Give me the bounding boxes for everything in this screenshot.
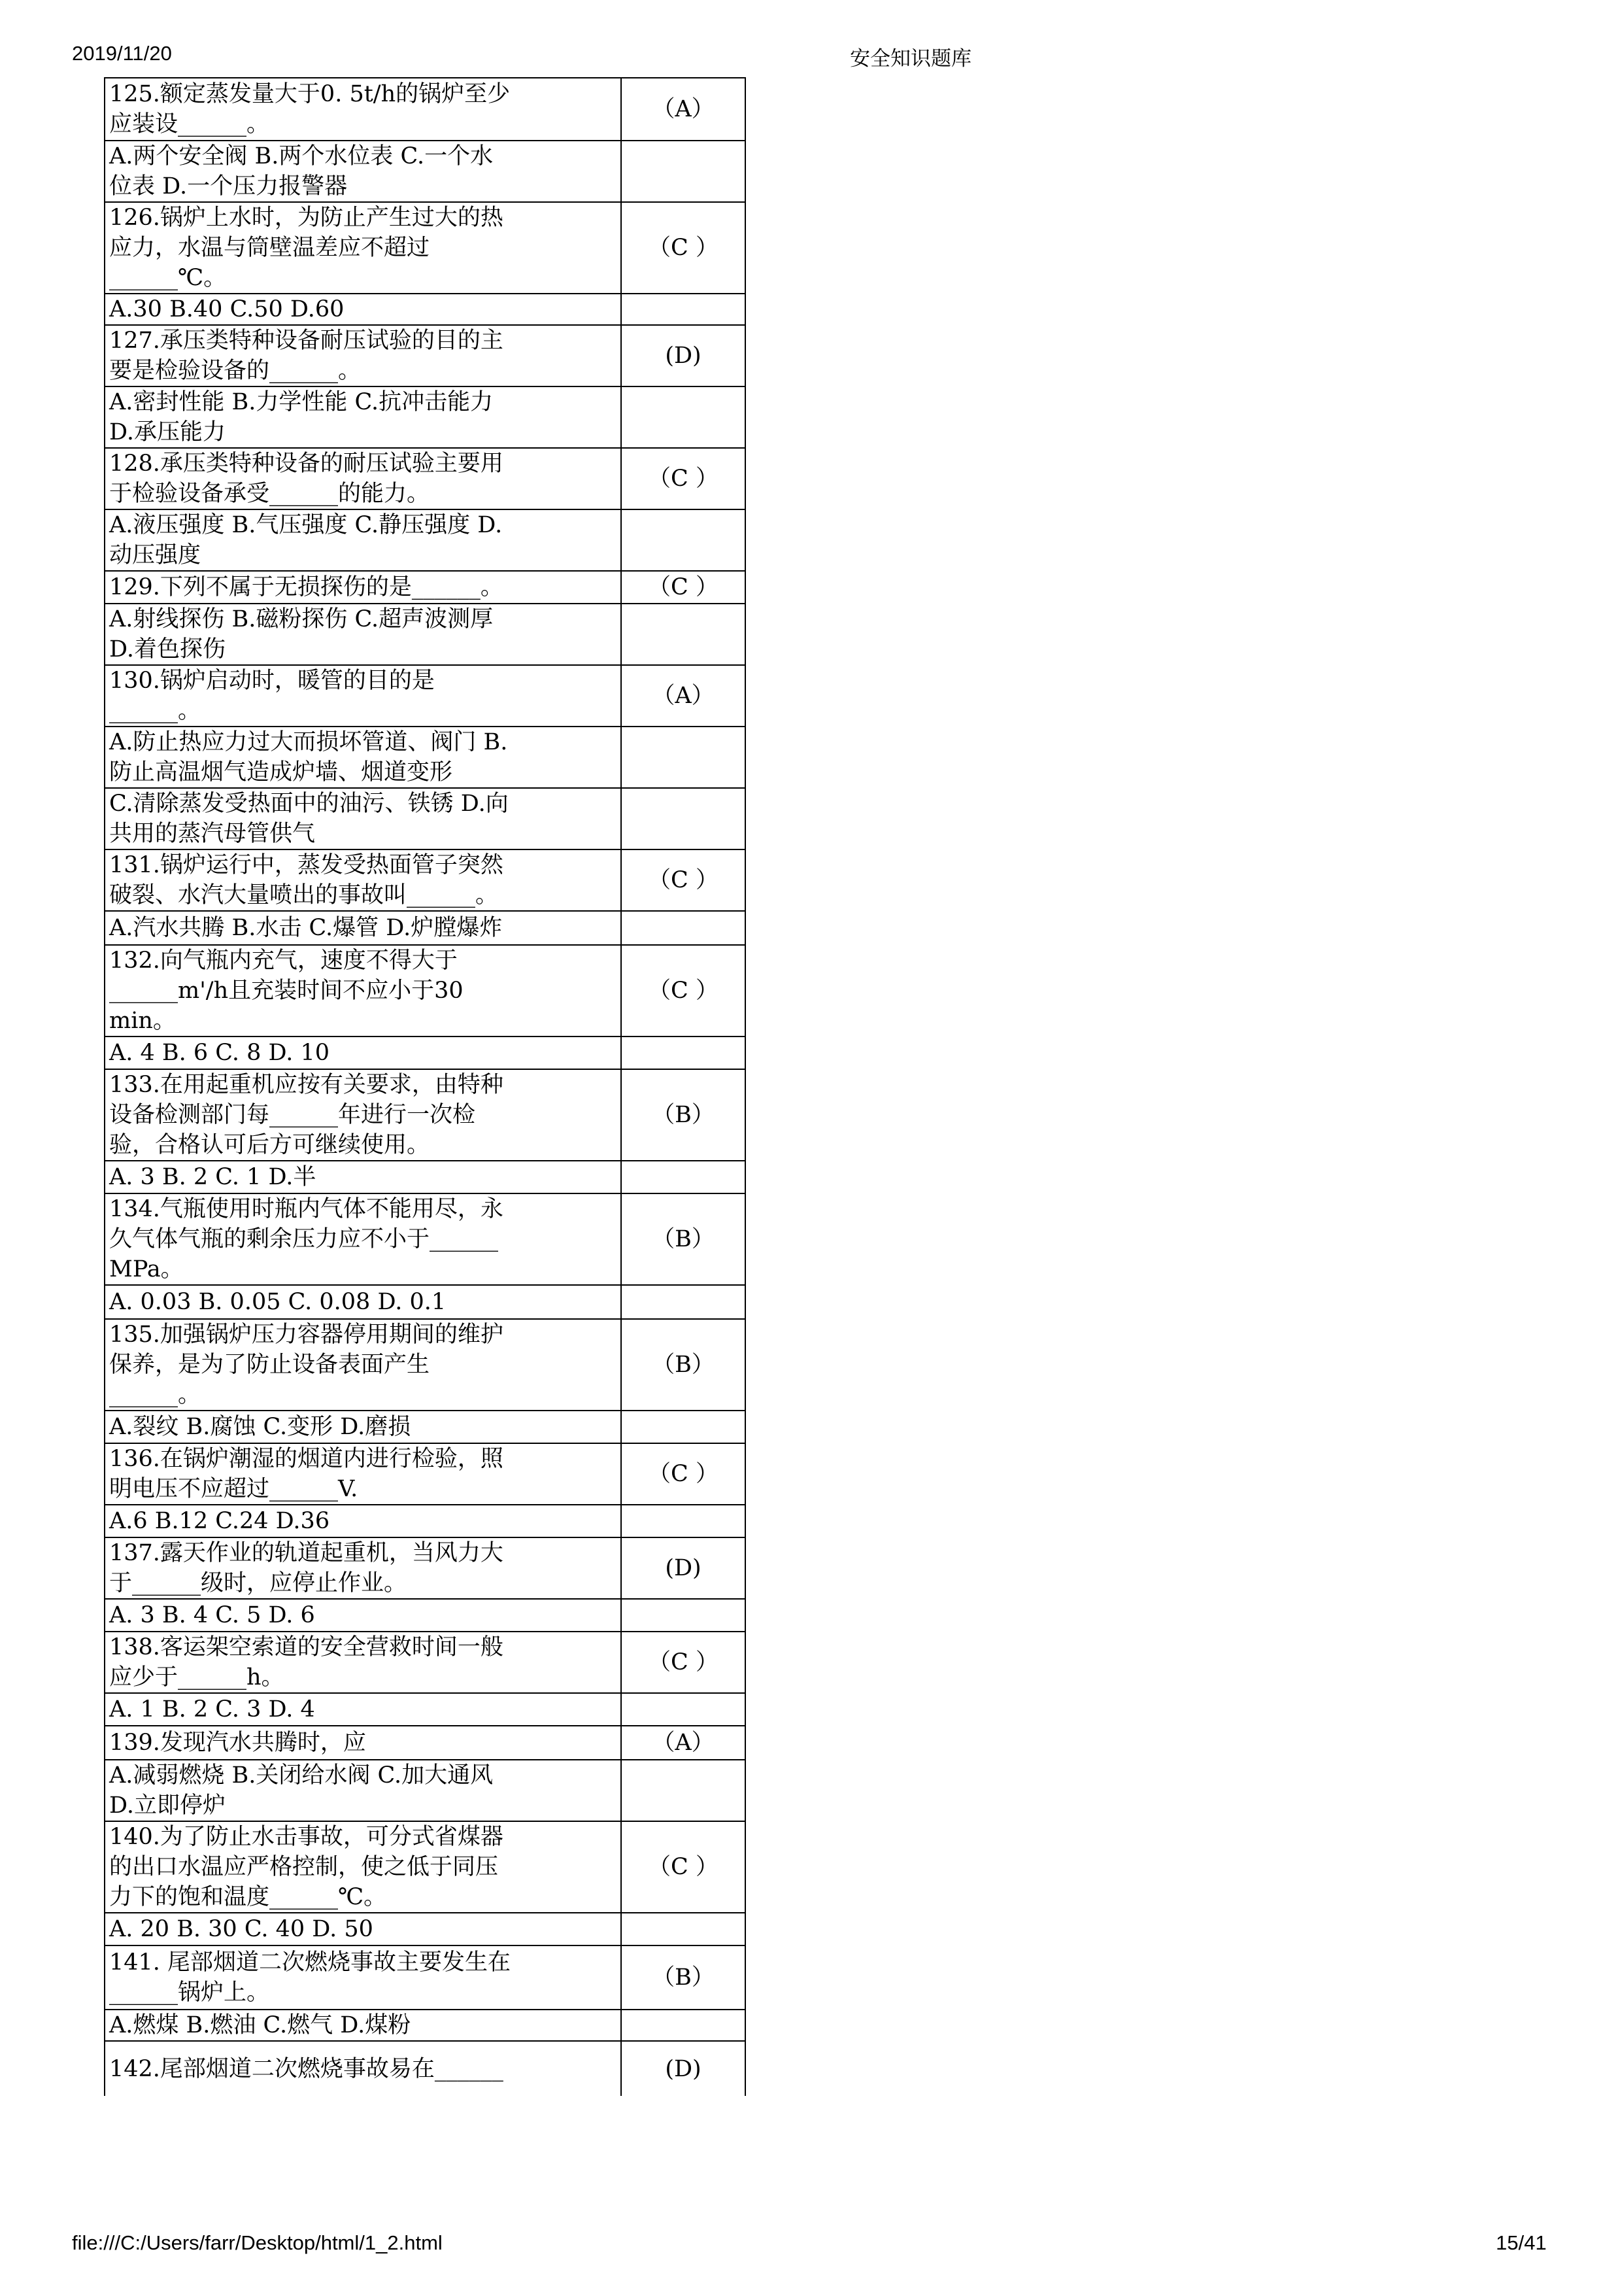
page-title: 安全知识题库: [850, 47, 972, 70]
question-row: [105, 1821, 745, 1913]
options-text: A. 20 B. 30 C. 40 D. 50: [105, 1913, 621, 1945]
answer-cell: [621, 1505, 745, 1537]
options-text: A. 0.03 B. 0.05 C. 0.08 D. 0.1: [105, 1285, 621, 1319]
answer-cell: (D): [621, 325, 745, 386]
question-text: 138.客运架空索道的安全营救时间一般 应少于______h。: [105, 1632, 621, 1693]
answer-cell: [621, 1599, 745, 1632]
question-row: [105, 665, 745, 727]
options-text: A.30 B.40 C.50 D.60: [105, 294, 621, 325]
question-text: 142.尾部烟道二次燃烧事故易在______: [105, 2041, 621, 2096]
answer-cell: （C ）: [621, 1632, 745, 1693]
answer-cell: [621, 911, 745, 945]
question-text: 140.为了防止水击事故，可分式省煤器 的出口水温应严格控制，使之低于同压 力下的饱和温度______℃。: [105, 1821, 621, 1913]
answer-cell: [621, 1693, 745, 1726]
question-text: 128.承压类特种设备的耐压试验主要用 于检验设备承受______的能力。: [105, 448, 621, 509]
question-row: [105, 1443, 745, 1505]
question-row: [105, 571, 745, 604]
question-row: [105, 1632, 745, 1693]
answer-cell: （B）: [621, 1945, 745, 2010]
answer-cell: （C ）: [621, 849, 745, 911]
question-row: [105, 1945, 745, 2010]
options-text: A.6 B.12 C.24 D.36: [105, 1505, 621, 1537]
question-text: 132.向气瓶内充气，速度不得大于 ______m'/h且充装时间不应小于30 min。: [105, 945, 621, 1037]
answer-cell: [621, 1037, 745, 1069]
answer-cell: [621, 788, 745, 849]
answer-cell: （A）: [621, 78, 745, 141]
question-text: 139.发现汽水共腾时，应: [105, 1726, 621, 1760]
answer-cell: （C ）: [621, 1443, 745, 1505]
question-row: [105, 1537, 745, 1599]
answer-cell: [621, 604, 745, 665]
question-row: [105, 448, 745, 509]
question-text: 126.锅炉上水时，为防止产生过大的热 应力，水温与筒壁温差应不超过 ______℃。: [105, 202, 621, 294]
answer-cell: （B）: [621, 1193, 745, 1285]
question-text: 134.气瓶使用时瓶内气体不能用尽，永 久气体气瓶的剩余压力应不小于______ MPa。: [105, 1193, 621, 1285]
options-text: A. 1 B. 2 C. 3 D. 4: [105, 1693, 621, 1726]
question-row: [105, 1726, 745, 1760]
question-row: [105, 1193, 745, 1285]
question-row: [105, 1319, 745, 1411]
options-text: A. 4 B. 6 C. 8 D. 10: [105, 1037, 621, 1069]
options-row: [105, 1037, 745, 1069]
question-table: [104, 77, 746, 2096]
options-row: [105, 2010, 745, 2041]
answer-cell: （C ）: [621, 571, 745, 604]
question-row: [105, 945, 745, 1037]
answer-cell: [621, 2010, 745, 2041]
options-text: A.两个安全阀 B.两个水位表 C.一个水 位表 D.一个压力报警器: [105, 141, 621, 202]
question-row: [105, 202, 745, 294]
answer-cell: [621, 294, 745, 325]
options-row: [105, 1285, 745, 1319]
answer-cell: [621, 386, 745, 448]
options-row: [105, 386, 745, 448]
options-text: A.减弱燃烧 B.关闭给水阀 C.加大通风 D.立即停炉: [105, 1760, 621, 1821]
answer-cell: [621, 727, 745, 788]
options-text: C.清除蒸发受热面中的油污、铁锈 D.向 共用的蒸汽母管供气: [105, 788, 621, 849]
answer-cell: （A）: [621, 1726, 745, 1760]
question-row: [105, 325, 745, 386]
answer-cell: [621, 1411, 745, 1443]
answer-cell: （C ）: [621, 448, 745, 509]
options-row: [105, 1411, 745, 1443]
question-text: 135.加强锅炉压力容器停用期间的维护 保养，是为了防止设备表面产生 ______。: [105, 1319, 621, 1411]
answer-cell: (D): [621, 1537, 745, 1599]
question-text: 129.下列不属于无损探伤的是______。: [105, 571, 621, 604]
options-text: A.射线探伤 B.磁粉探伤 C.超声波测厚 D.着色探伤: [105, 604, 621, 665]
options-row: [105, 1161, 745, 1193]
answer-cell: （B）: [621, 1069, 745, 1161]
answer-cell: [621, 1285, 745, 1319]
options-text: A.密封性能 B.力学性能 C.抗冲击能力 D.承压能力: [105, 386, 621, 448]
question-row: [105, 78, 745, 141]
answer-cell: （C ）: [621, 202, 745, 294]
options-row: [105, 911, 745, 945]
options-row: [105, 1760, 745, 1821]
question-row: [105, 1069, 745, 1161]
question-text: 130.锅炉启动时，暖管的目的是 ______。: [105, 665, 621, 727]
options-text: A. 3 B. 2 C. 1 D.半: [105, 1161, 621, 1193]
print-date: 2019/11/20: [72, 42, 172, 65]
question-text: 137.露天作业的轨道起重机，当风力大 于______级时，应停止作业。: [105, 1537, 621, 1599]
question-text: 131.锅炉运行中，蒸发受热面管子突然 破裂、水汽大量喷出的事故叫______。: [105, 849, 621, 911]
answer-cell: [621, 141, 745, 202]
options-row: [105, 1599, 745, 1632]
options-row: [105, 788, 745, 849]
options-row: [105, 294, 745, 325]
answer-cell: [621, 509, 745, 571]
file-path: file:///C:/Users/farr/Desktop/html/1_2.html: [72, 2231, 443, 2254]
answer-cell: （C ）: [621, 945, 745, 1037]
options-text: A.燃煤 B.燃油 C.燃气 D.煤粉: [105, 2010, 621, 2041]
question-row: [105, 849, 745, 911]
answer-cell: （A）: [621, 665, 745, 727]
options-row: [105, 1505, 745, 1537]
question-row: [105, 2041, 745, 2096]
options-text: A.液压强度 B.气压强度 C.静压强度 D. 动压强度: [105, 509, 621, 571]
options-row: [105, 509, 745, 571]
answer-cell: [621, 1760, 745, 1821]
answer-cell: [621, 1161, 745, 1193]
answer-cell: （B）: [621, 1319, 745, 1411]
question-text: 127.承压类特种设备耐压试验的目的主 要是检验设备的______。: [105, 325, 621, 386]
question-text: 125.额定蒸发量大于0. 5t/h的锅炉至少 应装设______。: [105, 78, 621, 141]
options-row: [105, 727, 745, 788]
answer-cell: （C ）: [621, 1821, 745, 1913]
question-text: 136.在锅炉潮湿的烟道内进行检验，照 明电压不应超过______V.: [105, 1443, 621, 1505]
page-number: 15/41: [1496, 2231, 1547, 2254]
options-text: A. 3 B. 4 C. 5 D. 6: [105, 1599, 621, 1632]
options-text: A.裂纹 B.腐蚀 C.变形 D.磨损: [105, 1411, 621, 1443]
options-row: [105, 141, 745, 202]
answer-cell: (D): [621, 2041, 745, 2096]
question-text: 133.在用起重机应按有关要求，由特种 设备检测部门每______年进行一次检 验，合格认可后方可继续使用。: [105, 1069, 621, 1161]
options-row: [105, 1913, 745, 1945]
options-row: [105, 1693, 745, 1726]
options-text: A.防止热应力过大而损坏管道、阀门 B. 防止高温烟气造成炉墙、烟道变形: [105, 727, 621, 788]
options-text: A.汽水共腾 B.水击 C.爆管 D.炉膛爆炸: [105, 911, 621, 945]
answer-cell: [621, 1913, 745, 1945]
question-text: 141. 尾部烟道二次燃烧事故主要发生在 ______锅炉上。: [105, 1945, 621, 2010]
options-row: [105, 604, 745, 665]
